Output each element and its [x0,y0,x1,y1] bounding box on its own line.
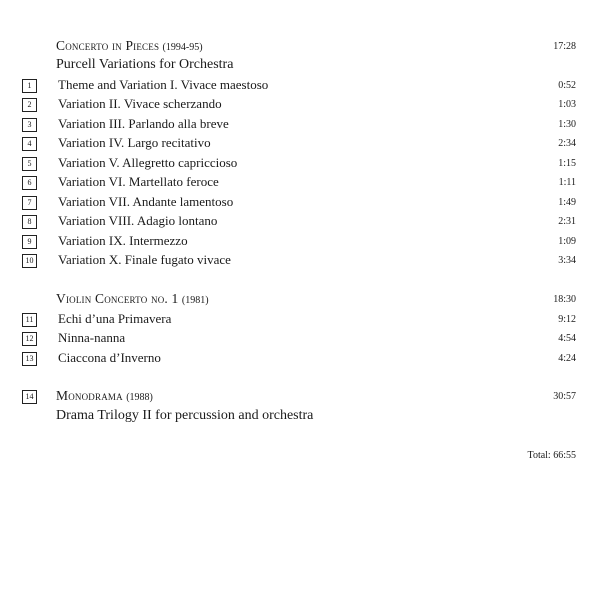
work-title-text: Violin Concerto no. 1 [56,291,179,306]
work-subtitle: Purcell Variations for Orchestra [56,57,234,72]
track-title: Variation III. Parlando alla breve [58,116,229,131]
track-number: 5 [22,157,37,171]
track-duration: 4:54 [558,333,576,344]
track-duration: 1:49 [558,197,576,208]
track-number: 6 [22,176,37,190]
track-number: 13 [22,352,37,366]
track-duration: 1:15 [558,158,576,169]
work-years: (1988) [126,392,153,403]
track-title: Variation VI. Martellato feroce [58,174,219,189]
track-duration: 0:52 [558,80,576,91]
track-duration: 2:31 [558,216,576,227]
track-number: 14 [22,390,37,404]
track-number: 10 [22,254,37,268]
track-title: Ninna-nanna [58,330,126,345]
work-title-text: Monodrama [56,388,123,403]
track-duration: 1:11 [558,177,576,188]
work-duration: 18:30 [553,294,576,305]
work-subtitle: Drama Trilogy II for percussion and orchestra [56,408,314,423]
track-title: Variation V. Allegretto capriccioso [58,155,238,170]
work-title [56,291,209,307]
track-duration: 1:09 [558,236,576,247]
work-title [56,388,153,404]
track-number: 4 [22,137,37,151]
track-number: 12 [22,332,37,346]
track-duration: 1:03 [558,99,576,110]
track-title: Variation X. Finale fugato vivace [58,252,231,267]
track-title: Variation VIII. Adagio lontano [58,213,218,228]
track-title: Theme and Variation I. Vivace maestoso [58,77,269,92]
track-number: 1 [22,79,37,93]
track-number: 7 [22,196,37,210]
track-number: 8 [22,215,37,229]
work-title [56,38,203,54]
track-title: Variation VII. Andante lamentoso [58,194,234,209]
track-number: 2 [22,98,37,112]
total-duration: Total: 66:55 [527,450,576,461]
track-title: Variation IX. Intermezzo [58,233,188,248]
work-years: (1994-95) [162,42,203,53]
track-number: 11 [22,313,37,327]
work-title-text: Concerto in Pieces [56,38,160,53]
track-title: Ciaccona d’Inverno [58,350,161,365]
track-title: Variation II. Vivace scherzando [58,96,222,111]
track-title: Echi d’una Primavera [58,311,172,326]
work-duration: 17:28 [553,41,576,52]
track-number: 9 [22,235,37,249]
track-duration: 9:12 [558,314,576,325]
track-number: 3 [22,118,37,132]
track-duration: 2:34 [558,138,576,149]
work-years: (1981) [181,295,209,306]
track-duration: 4:24 [558,353,576,364]
track-duration: 3:34 [558,255,576,266]
track-title: Variation IV. Largo recitativo [58,135,211,150]
work-duration: 30:57 [553,391,576,402]
track-duration: 1:30 [558,119,576,130]
